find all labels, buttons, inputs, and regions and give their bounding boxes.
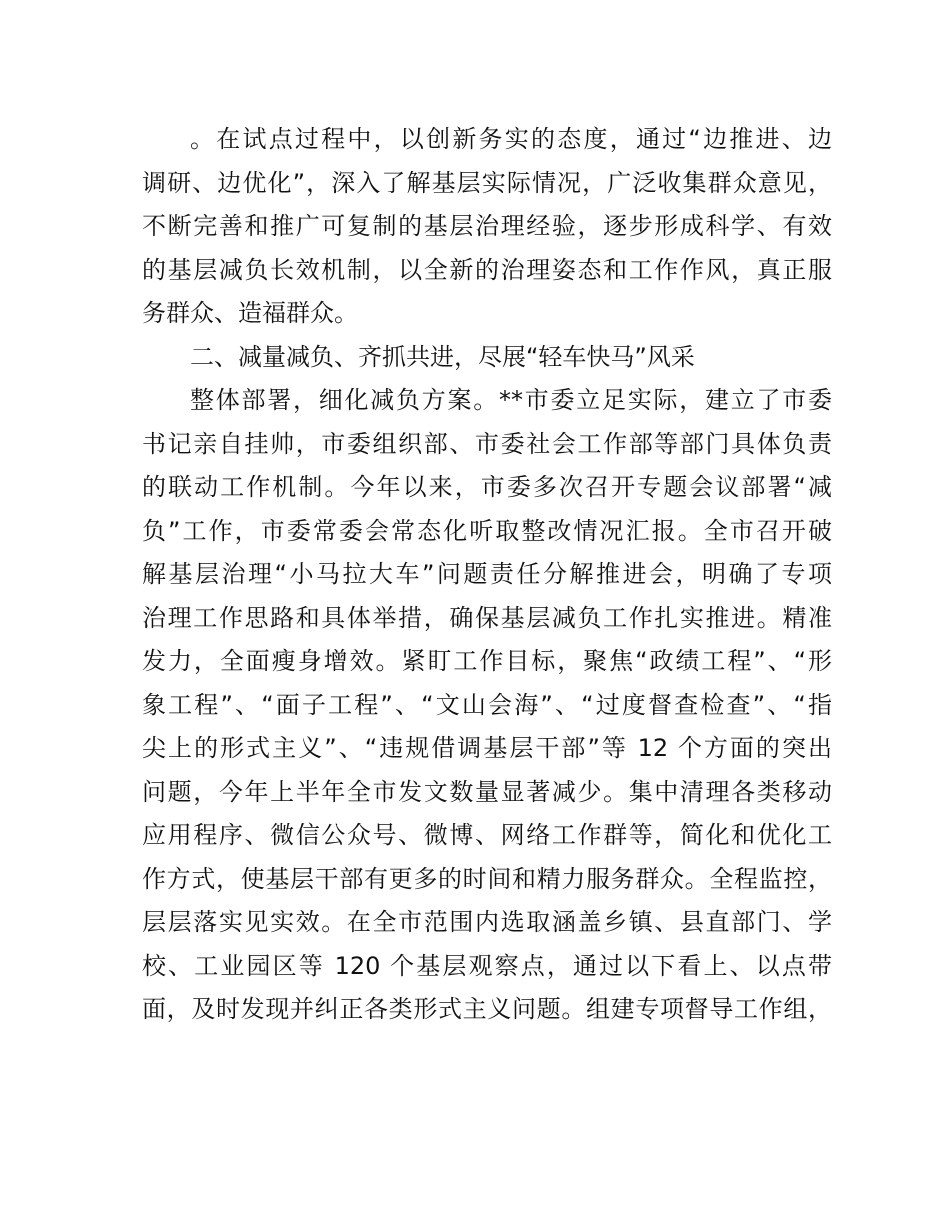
text-line: 解基层治理“小马拉大车”问题责任分解推进会，明确了专项 <box>142 560 832 588</box>
text-line: 。在试点过程中，以创新务实的态度，通过“边推进、边 <box>190 125 832 153</box>
text-line: 发力，全面瘦身增效。紧盯工作目标，聚焦“政绩工程”、“形 <box>142 647 832 675</box>
text-line: 二、减量减负、齐抓共进，尽展“轻车快马”风采 <box>190 342 695 371</box>
text-line: 的基层减负长效机制，以全新的治理姿态和工作作风，真正服 <box>142 255 832 284</box>
text-line: 书记亲自挂帅，市委组织部、市委社会工作部等部门具体负责 <box>142 429 832 458</box>
text-line: 不断完善和推广可复制的基层治理经验，逐步形成科学、有效 <box>142 212 832 240</box>
text-line: 校、工业园区等 120 个基层观察点，通过以下看上、以点带 <box>142 951 832 980</box>
text-line: 层层落实见实效。在全市范围内选取涵盖乡镇、县直部门、学 <box>142 908 832 936</box>
text-line: 面，及时发现并纠正各类形式主义问题。组建专项督导工作组， <box>142 995 832 1023</box>
document-body <box>142 118 832 1032</box>
text-line: 作方式，使基层干部有更多的时间和精力服务群众。全程监控， <box>142 864 832 893</box>
text-line: 尖上的形式主义”、“违规借调基层干部”等 12 个方面的突出 <box>142 734 832 762</box>
text-line: 的联动工作机制。今年以来，市委多次召开专题会议部署“减 <box>142 473 832 501</box>
text-line: 应用程序、微信公众号、微博、网络工作群等，简化和优化工 <box>142 821 832 849</box>
text-line: 调研、边优化”，深入了解基层实际情况，广泛收集群众意见， <box>142 168 832 197</box>
text-line: 治理工作思路和具体举措，确保基层减负工作扎实推进。精准 <box>142 603 832 632</box>
text-line: 整体部署，细化减负方案。**市委立足实际，建立了市委 <box>190 386 832 414</box>
text-line: 象工程”、“面子工程”、“文山会海”、“过度督查检查”、“指 <box>142 690 832 719</box>
text-line: 负”工作，市委常委会常态化听取整改情况汇报。全市召开破 <box>142 516 832 545</box>
text-line: 问题，今年上半年全市发文数量显著减少。集中清理各类移动 <box>142 777 832 806</box>
text-line: 务群众、造福群众。 <box>142 299 358 327</box>
